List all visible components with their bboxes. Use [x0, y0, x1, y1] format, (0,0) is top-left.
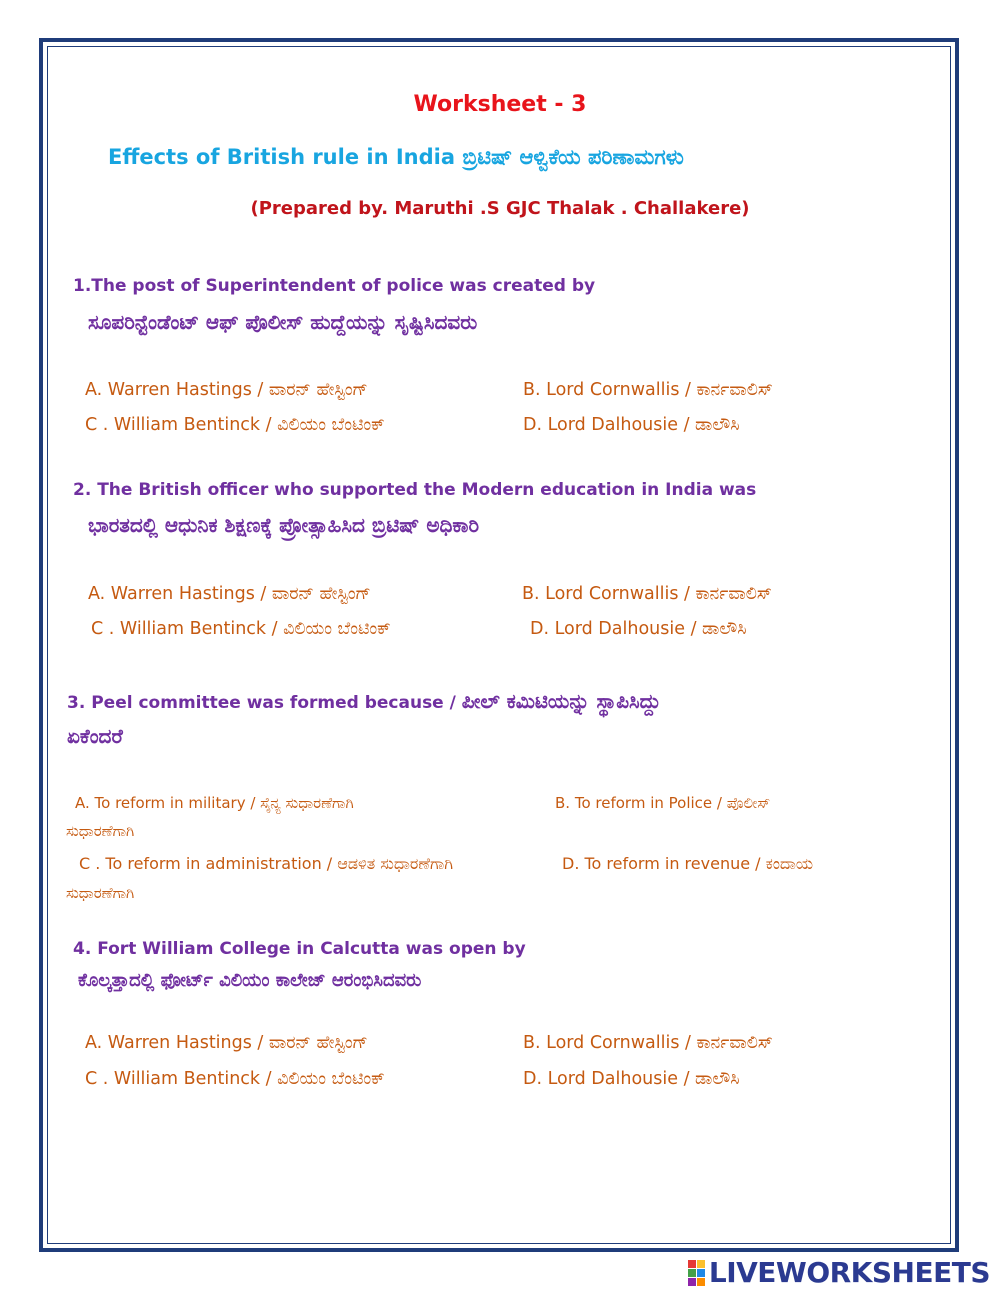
- question-1-option-c[interactable]: C . William Bentinck / ವಿಲಿಯಂ ಬೆಂಟಿಂಕ್: [85, 415, 385, 435]
- question-1-text-kannada: ಸೂಪರಿನ್ಟೆಂಡೆಂಟ್ ಆಫ್ ಪೊಲೀಸ್ ಹುದ್ದೆಯನ್ನು ಸೃಷ್ಟಿಸಿದವರು: [88, 310, 478, 334]
- question-4-option-b[interactable]: B. Lord Cornwallis / ಕಾರ್ನವಾಲಿಸ್: [523, 1033, 773, 1053]
- question-3-line-1: [67, 689, 661, 713]
- liveworksheets-logo-icon: [688, 1260, 705, 1286]
- liveworksheets-brand-text: LIVEWORKSHEETS: [708, 1256, 990, 1289]
- question-1-option-d[interactable]: D. Lord Dalhousie / ಡಾಲೌಸಿ: [523, 415, 740, 435]
- worksheet-subtitle: Effects of British rule in India ಬ್ರಿಟಿಷ್ ಆಳ್ವಿಕೆಯ ಪರಿಣಾಮಗಳು: [108, 145, 684, 169]
- question-4-option-c[interactable]: C . William Bentinck / ವಿಲಿಯಂ ಬೆಂಟಿಂಕ್: [85, 1069, 385, 1089]
- question-2-option-b[interactable]: B. Lord Cornwallis / ಕಾರ್ನವಾಲಿಸ್: [522, 584, 772, 604]
- question-3-option-b[interactable]: B. To reform in Police / ಪೊಲೀಸ್: [555, 794, 771, 812]
- question-1-option-b[interactable]: B. Lord Cornwallis / ಕಾರ್ನವಾಲಿಸ್: [523, 380, 773, 400]
- question-4-text: 4. Fort William College in Calcutta was open by: [73, 939, 526, 959]
- prepared-by: (Prepared by. Maruthi .S GJC Thalak . Challakere): [250, 198, 750, 219]
- question-4-text-kannada: ಕೊಲ್ಕತ್ತಾದಲ್ಲಿ ಫೋರ್ಟ್ ವಿಲಿಯಂ ಕಾಲೇಜ್ ಆರಂಭಿಸಿದವರು: [78, 970, 422, 991]
- question-2-text: 2. The British officer who supported the Modern education in India was: [73, 480, 757, 500]
- question-4-option-d[interactable]: D. Lord Dalhousie / ಡಾಲೌಸಿ: [523, 1069, 740, 1089]
- worksheet-title: Worksheet - 3: [413, 92, 587, 117]
- question-3-text: 3. Peel committee was formed because /: [67, 693, 462, 713]
- question-3-option-d[interactable]: D. To reform in revenue / ಕಂದಾಯ: [562, 854, 814, 873]
- question-2-option-c[interactable]: C . William Bentinck / ವಿಲಿಯಂ ಬೆಂಟಿಂಕ್: [91, 619, 391, 639]
- question-3-text-kannada-2: ಏಕೆಂದರೆ: [67, 724, 123, 748]
- question-2-option-a[interactable]: A. Warren Hastings / ವಾರನ್ ಹೇಸ್ಟಿಂಗ್: [88, 584, 371, 604]
- question-3-text-kannada: ಪೀಲ್ ಕಮಿಟಿಯನ್ನು ಸ್ಥಾಪಿಸಿದ್ದು: [461, 689, 661, 713]
- page-border-inner: [47, 46, 951, 1244]
- question-2-text-kannada: ಭಾರತದಲ್ಲಿ ಆಧುನಿಕ ಶಿಕ್ಷಣಕ್ಕೆ ಪ್ರೋತ್ಸಾಹಿಸಿದ ಬ್ರಿಟಿಷ್ ಅಧಿಕಾರಿ: [88, 513, 480, 537]
- question-1-text: 1.The post of Superintendent of police was created by: [73, 276, 596, 296]
- question-3-option-d-cont[interactable]: ಸುಧಾರಣೆಗಾಗಿ: [66, 884, 135, 902]
- question-1-option-a[interactable]: A. Warren Hastings / ವಾರನ್ ಹೇಸ್ಟಿಂಗ್: [85, 380, 368, 400]
- question-2-option-d[interactable]: D. Lord Dalhousie / ಡಾಲೌಸಿ: [530, 619, 747, 639]
- question-3-option-a[interactable]: A. To reform in military / ಸೈನ್ಯ ಸುಧಾರಣೆಗಾಗಿ: [75, 794, 354, 812]
- question-3-option-b-cont[interactable]: ಸುಧಾರಣೆಗಾಗಿ: [66, 822, 135, 840]
- liveworksheets-brand[interactable]: [688, 1256, 990, 1289]
- question-4-option-a[interactable]: A. Warren Hastings / ವಾರನ್ ಹೇಸ್ಟಿಂಗ್: [85, 1033, 368, 1053]
- question-3-option-c[interactable]: C . To reform in administration / ಆಡಳಿತ ಸುಧಾರಣೆಗಾಗಿ: [79, 854, 454, 873]
